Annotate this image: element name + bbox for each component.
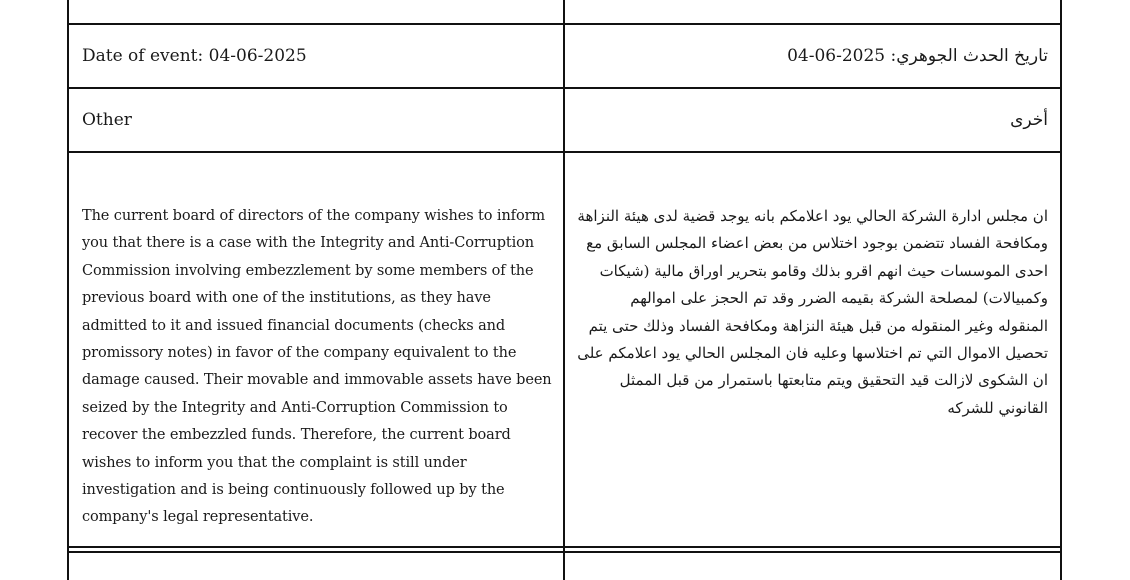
event-details-en bbox=[70, 203, 564, 526]
row-divider bbox=[67, 551, 1062, 553]
date-of-event-ar-text: تاريخ الحدث الجوهري: 2025-06-04 bbox=[787, 46, 1048, 66]
date-of-event-ar bbox=[566, 25, 1060, 87]
event-details-ar bbox=[566, 203, 1060, 423]
event-category-en-text: Other bbox=[82, 110, 132, 130]
date-of-event-en-text: Date of event: 04-06-2025 bbox=[82, 46, 307, 66]
event-category-ar-text: أخرى bbox=[1010, 110, 1048, 130]
event-category-en bbox=[70, 89, 564, 151]
row-divider bbox=[67, 546, 1062, 548]
date-of-event-en bbox=[70, 25, 564, 87]
event-details-en-text: The current board of directors of the company wishes to inform you that there is a case with the Integrity and Anti-Corruption Commission involving embezzlement by some members of the previous board with one of the institutions, as they have admitted to it and issued financial documents (checks and promissory notes) in favor of the company equivalent to the damage caused. Their movable and immovable assets have been seized by the Integrity and Anti-Corruption Commission to recover the embezzled funds. Therefore, the current board wishes to inform you that the complaint is still under investigation and is being continuously followed up by the company's legal representative. bbox=[82, 208, 552, 526]
event-category-ar bbox=[566, 89, 1060, 151]
row-divider bbox=[67, 151, 1062, 153]
event-details-ar-text: ان مجلس ادارة الشركة الحالي يود اعلامكم بانه يوجد قضية لدى هيئة النزاهة ومكافحة الفساد تتضمن بوجود اختلاس من بعض اعضاء المجلس السابق مع احدى الموسسات حيث انهم اقرو بذلك وقامو بتحرير اوراق مالية (شيكات وكمبيالات) لمصلحة الشركة بقيمه الضرر وقد تم الحجز على اموالهم المنقوله وغير المنقوله من قبل هيئة النزاهة ومكافحة الفساد وذلك حتى يتم تحصيل الاموال التي تم اختلاسها وعليه فان المجلس الحالي يود اعلامكم على ان الشكوى لازالت قيد التحقيق ويتم متابعتها باستمرار من قبل الممثل القانوني للشركه bbox=[577, 207, 1048, 417]
